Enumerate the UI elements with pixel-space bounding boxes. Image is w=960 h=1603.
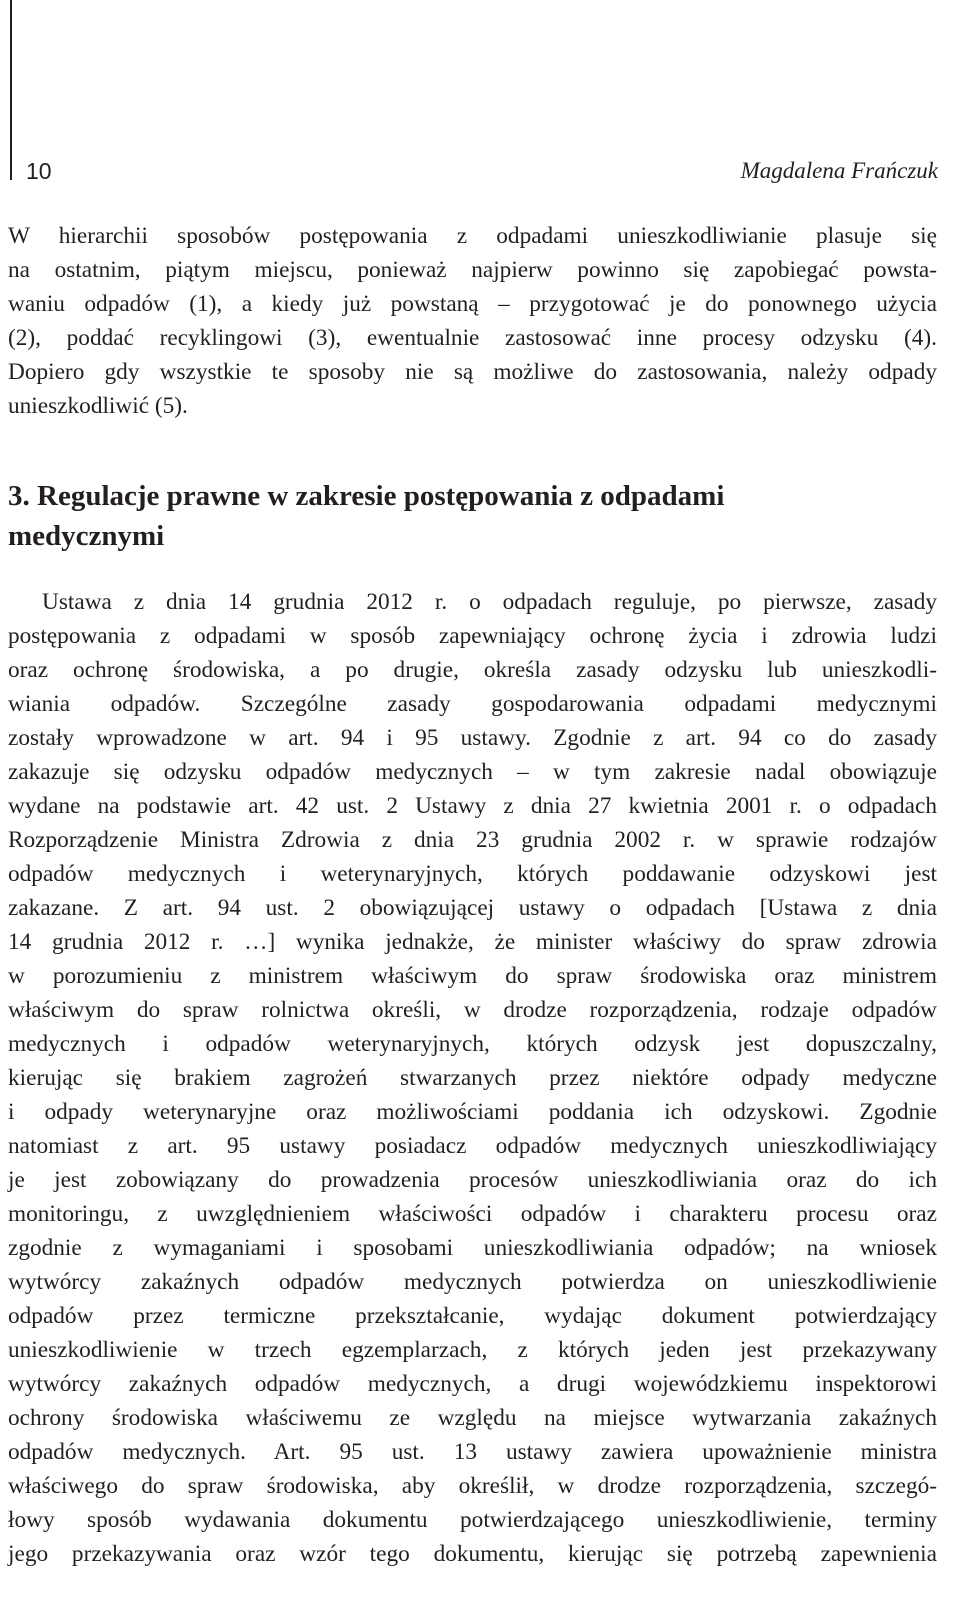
text-line: właściwego do spraw środowiska, aby określił, w drodze rozporządzenia, szczegó- (8, 1473, 937, 1499)
text-line: waniu odpadów (1), a kiedy już powstaną – przygotować je do ponownego użycia (8, 291, 937, 317)
text-line: Rozporządzenie Ministra Zdrowia z dnia 23 grudnia 2002 r. w sprawie rodzajów (8, 827, 937, 853)
text-line: unieszkodliwienie w trzech egzemplarzach, z których jeden jest przekazywany (8, 1337, 937, 1363)
text-line: w porozumieniu z ministrem właściwym do spraw środowiska oraz ministrem (8, 963, 937, 989)
text-line: odpadów medycznych i weterynaryjnych, których poddawanie odzyskowi jest (8, 861, 937, 887)
text-line: wytwórcy zakaźnych odpadów medycznych, a drugi wojewódzkiemu inspektorowi (8, 1371, 937, 1397)
text-line: zgodnie z wymaganiami i sposobami unieszkodliwiania odpadów; na wniosek (8, 1235, 937, 1261)
text-line: monitoringu, z uwzględnieniem właściwości odpadów i charakteru procesu oraz (8, 1201, 937, 1227)
text-line: zakazuje się odzysku odpadów medycznych – w tym zakresie nadal obowiązuje (8, 759, 937, 785)
running-head-author: Magdalena Frańczuk (740, 158, 938, 183)
text-line: odpadów przez termiczne przekształcanie, wydając dokument potwierdzający (8, 1303, 937, 1329)
text-line: natomiast z art. 95 ustawy posiadacz odpadów medycznych unieszkodliwiający (8, 1133, 937, 1159)
text-line: Ustawa z dnia 14 grudnia 2012 r. o odpadach reguluje, po pierwsze, zasady (42, 589, 937, 615)
text-line: na ostatnim, piątym miejscu, ponieważ najpierw powinno się zapobiegać powsta- (8, 257, 937, 283)
text-line: je jest zobowiązany do prowadzenia procesów unieszkodliwiania oraz do ich (8, 1167, 937, 1193)
text-line: W hierarchii sposobów postępowania z odpadami unieszkodliwianie plasuje się (8, 223, 937, 249)
text-line: i odpady weterynaryjne oraz możliwościami poddania ich odzyskowi. Zgodnie (8, 1099, 937, 1125)
text-line: łowy sposób wydawania dokumentu potwierdzającego unieszkodliwienie, terminy (8, 1507, 937, 1533)
section-heading-line: 3. Regulacje prawne w zakresie postępowania z odpadami (8, 480, 725, 512)
text-line: postępowania z odpadami w sposób zapewniający ochronę życia i zdrowia ludzi (8, 623, 937, 649)
text-line: oraz ochronę środowiska, a po drugie, określa zasady odzysku lub unieszkodli- (8, 657, 937, 683)
text-line: 14 grudnia 2012 r. …] wynika jednakże, że minister właściwy do spraw zdrowia (8, 929, 937, 955)
text-line: wydane na podstawie art. 42 ust. 2 Ustawy z dnia 27 kwietnia 2001 r. o odpadach (8, 793, 937, 819)
section-heading-line: medycznymi (8, 520, 165, 552)
text-line: wytwórcy zakaźnych odpadów medycznych potwierdza on unieszkodliwienie (8, 1269, 937, 1295)
margin-rule (10, 0, 12, 180)
body-paragraph (8, 585, 937, 1571)
text-line: medycznych i odpadów weterynaryjnych, których odzysk jest dopuszczalny, (8, 1031, 937, 1057)
text-line: zakazane. Z art. 94 ust. 2 obowiązującej ustawy o odpadach [Ustawa z dnia (8, 895, 937, 921)
page-number: 10 (26, 158, 52, 184)
text-line: ochrony środowiska właściwemu ze względu na miejsce wytwarzania zakaźnych (8, 1405, 937, 1431)
text-line: właściwym do spraw rolnictwa określi, w drodze rozporządzenia, rodzaje odpadów (8, 997, 937, 1023)
text-line: unieszkodliwić (5). (8, 393, 188, 419)
text-line: Dopiero gdy wszystkie te sposoby nie są możliwe do zastosowania, należy odpady (8, 359, 937, 385)
text-line: zostały wprowadzone w art. 94 i 95 ustawy. Zgodnie z art. 94 co do zasady (8, 725, 937, 751)
text-line: (2), poddać recyklingowi (3), ewentualnie zastosować inne procesy odzysku (4). (8, 325, 937, 351)
text-line: kierując się brakiem zagrożeń stwarzanych przez niektóre odpady medyczne (8, 1065, 937, 1091)
intro-paragraph (8, 219, 937, 423)
text-line: odpadów medycznych. Art. 95 ust. 13 ustawy zawiera upoważnienie ministra (8, 1439, 937, 1465)
text-line: jego przekazywania oraz wzór tego dokumentu, kierując się potrzebą zapewnienia (8, 1541, 937, 1567)
text-line: wiania odpadów. Szczególne zasady gospodarowania odpadami medycznymi (8, 691, 937, 717)
section-heading (8, 476, 937, 556)
